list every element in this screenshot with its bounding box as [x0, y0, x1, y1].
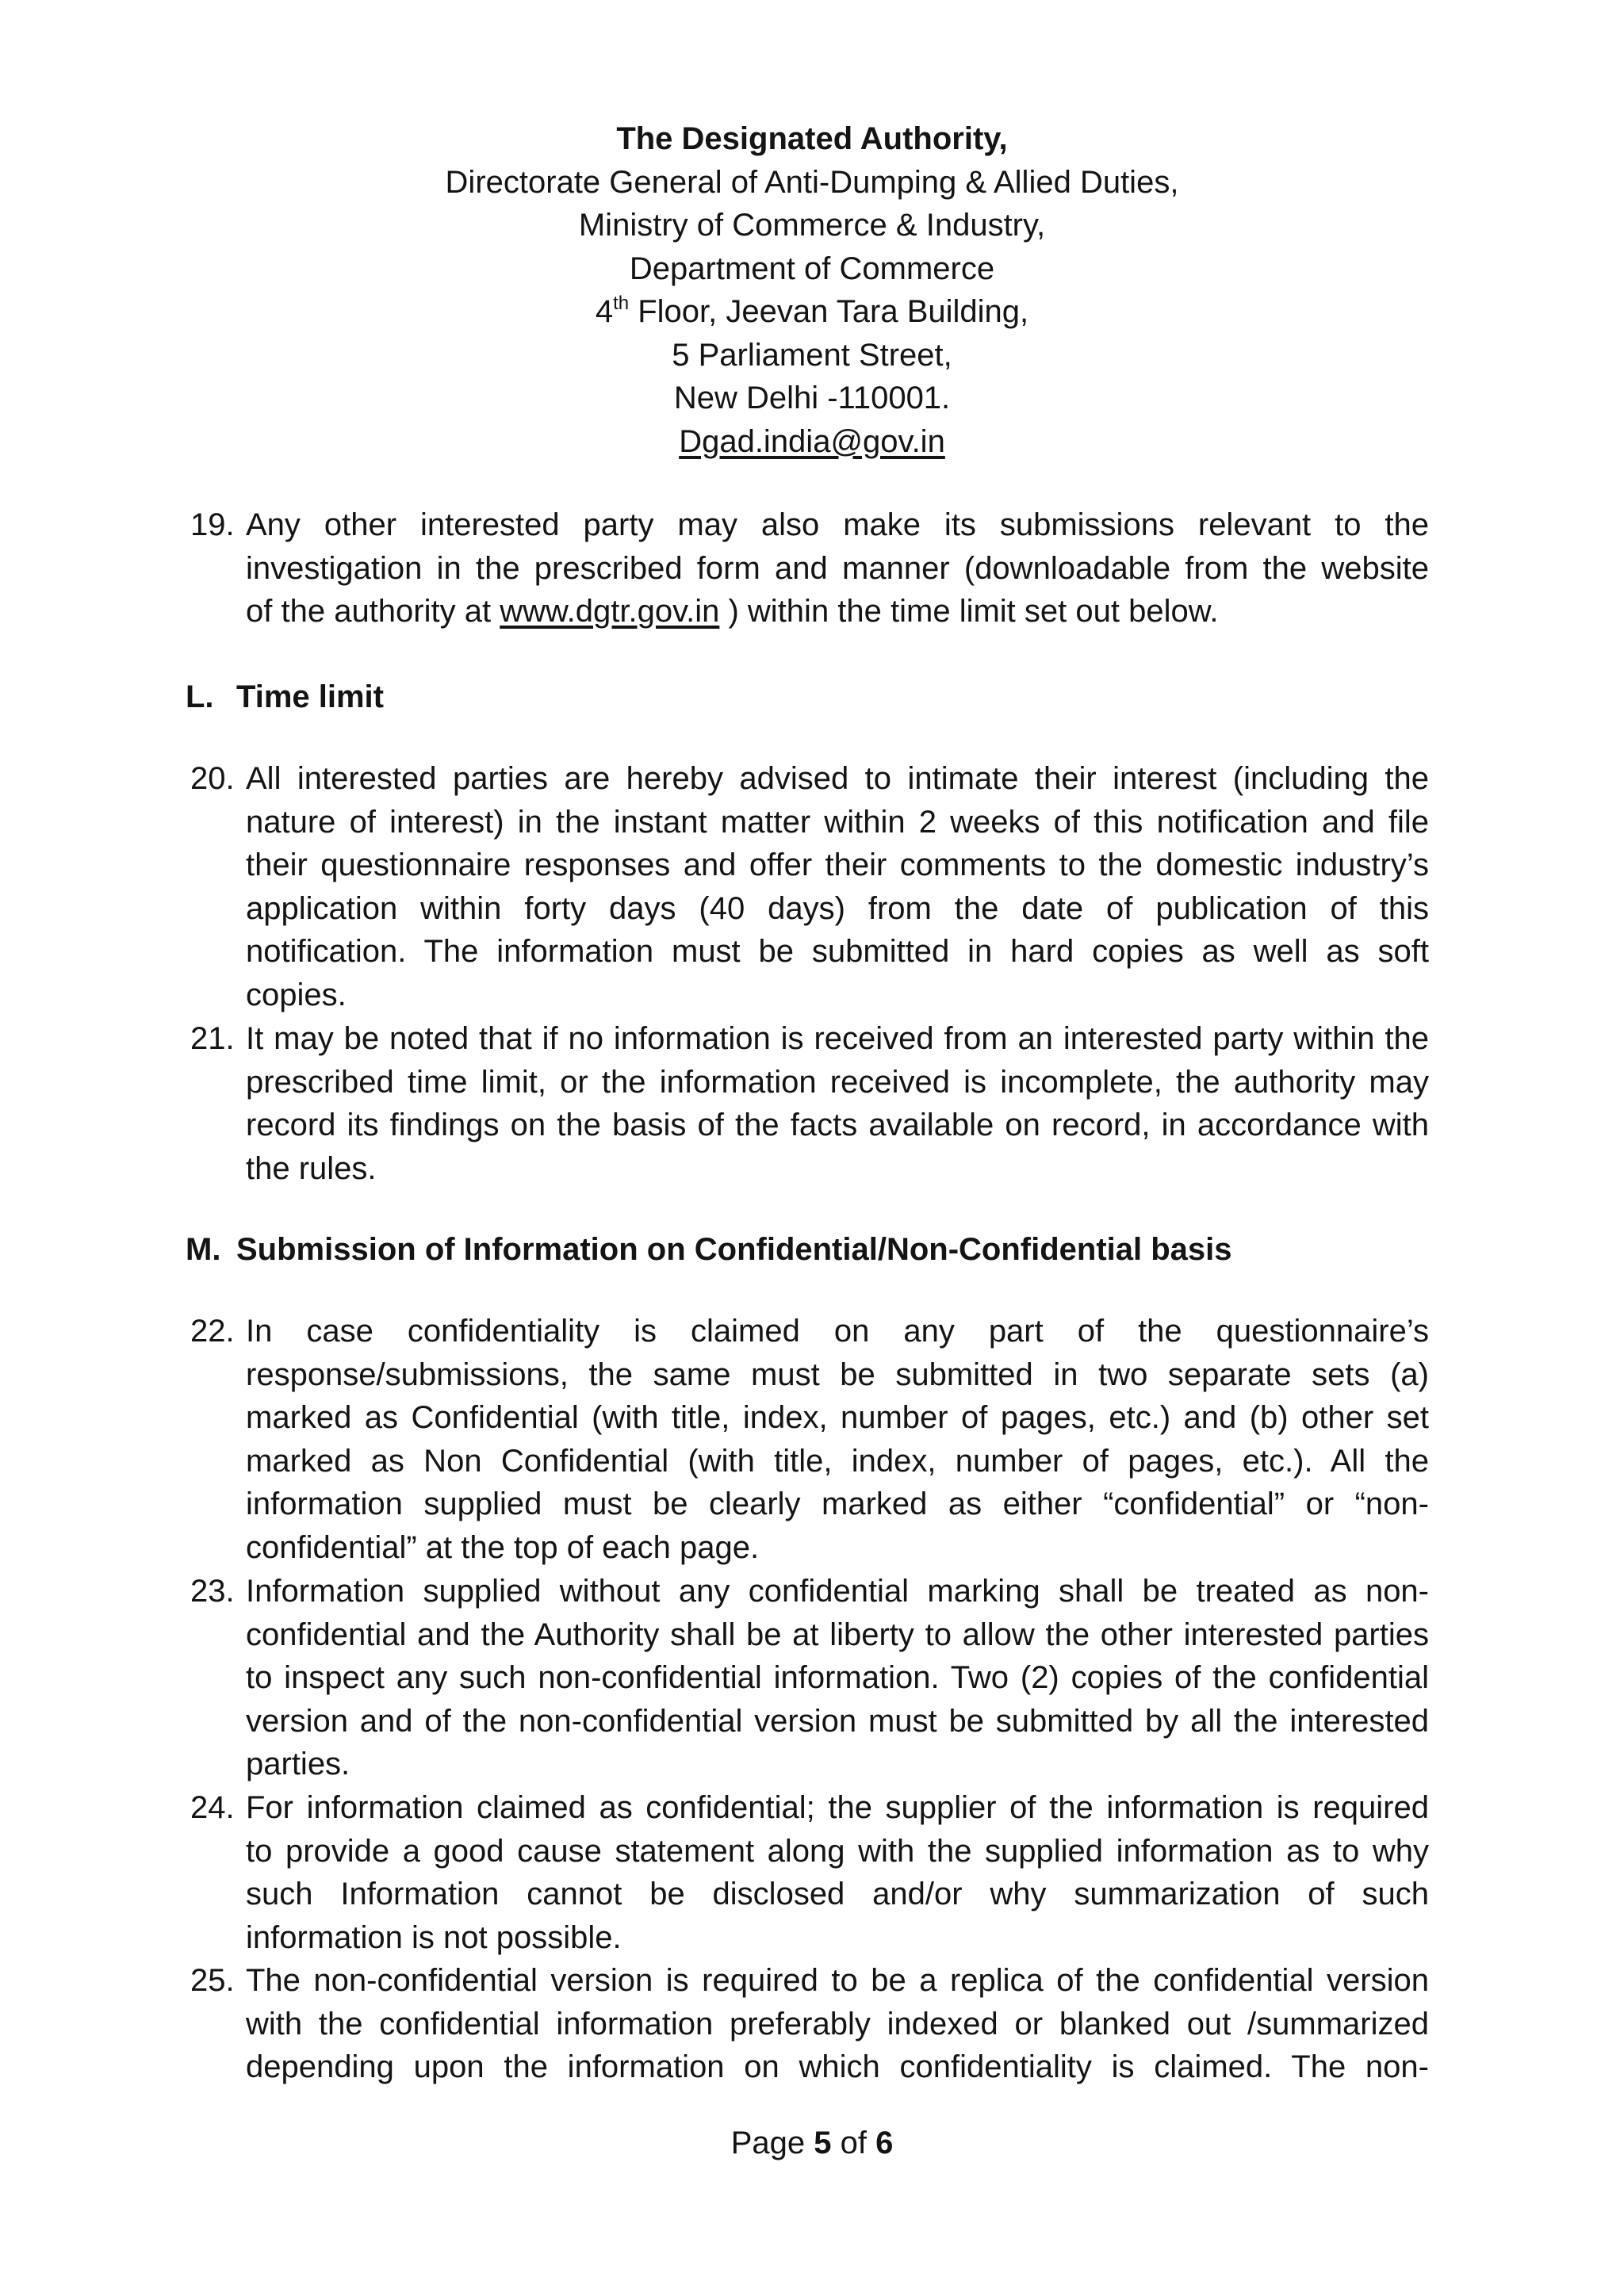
section-title: Time limit: [236, 679, 384, 714]
floor-superscript: th: [613, 292, 630, 314]
paragraph-number: 20.: [190, 761, 235, 796]
address-line-city: New Delhi -110001.: [673, 381, 951, 415]
paragraph-number: 19.: [190, 507, 235, 542]
address-line-directorate: Directorate General of Anti-Dumping & Allied Duties,: [445, 164, 1179, 200]
paragraph-line: notification. The information must be submitted in hard copies as well as soft: [246, 934, 1429, 970]
page-word: Page: [730, 2126, 814, 2160]
section-heading-time-limit: [186, 675, 384, 718]
paragraph-line: The non-confidential version is required to be a replica of the confidential version: [246, 1963, 1429, 1998]
section-heading-confidentiality: [186, 1228, 1232, 1271]
paragraph-line: to provide a good cause statement along with the supplied information as to why: [246, 1833, 1429, 1869]
paragraph-body: [246, 1570, 1429, 1786]
paragraph-line: investigation in the prescribed form and manner (downloadable from the website: [246, 550, 1429, 586]
paragraph-line: confidential” at the top of each page.: [246, 1529, 760, 1565]
paragraph-line: application within forty days (40 days) from the date of publication of this: [246, 890, 1429, 926]
paragraph-line: depending upon the information on which confidentiality is claimed. The non-: [246, 2049, 1429, 2085]
paragraph-body: [246, 1959, 1429, 2089]
paragraph-line: All interested parties are hereby advised to intimate their interest (including the: [246, 761, 1429, 796]
paragraph-body: [246, 1786, 1429, 1959]
paragraph-25: [190, 1959, 1429, 2089]
paragraph-line: For information claimed as confidential; the supplier of the information is required: [246, 1790, 1429, 1825]
paragraph-19: [190, 503, 1429, 633]
paragraph-line: information supplied must be clearly marked as either “confidential” or “non-: [246, 1487, 1429, 1522]
address-block: [0, 117, 1624, 463]
address-line-department: Department of Commerce: [629, 251, 995, 286]
paragraph-line: It may be noted that if no information is received from an interested party within the: [246, 1021, 1429, 1056]
paragraph-number: 21.: [190, 1021, 235, 1056]
paragraph-line: to inspect any such non-confidential information. Two (2) copies of the confidential: [246, 1660, 1429, 1696]
dgtr-website-link[interactable]: www.dgtr.gov.in: [500, 594, 720, 629]
paragraph-body: [246, 1310, 1429, 1570]
paragraph-line: copies.: [246, 977, 347, 1012]
page-total: 6: [875, 2126, 894, 2160]
paragraph-body: [246, 503, 1429, 633]
floor-rest: Floor, Jeevan Tara Building,: [629, 294, 1029, 329]
address-line-street: 5 Parliament Street,: [672, 337, 952, 373]
text-fragment: of the authority at: [246, 594, 500, 629]
paragraph-line: such Information cannot be disclosed and/or why summarization of such: [246, 1877, 1429, 1912]
paragraph-line: [246, 590, 1429, 633]
paragraph-line: information is not possible.: [246, 1919, 622, 1955]
paragraph-23: [190, 1570, 1429, 1786]
paragraph-line: nature of interest) in the instant matter within 2 weeks of this notification and file: [246, 804, 1429, 840]
paragraph-body: [246, 1017, 1429, 1190]
paragraph-line: their questionnaire responses and offer their comments to the domestic industry’s: [246, 848, 1429, 883]
of-word: of: [831, 2126, 876, 2160]
paragraph-line: response/submissions, the same must be submitted in two separate sets (a): [246, 1357, 1429, 1392]
paragraph-line: version and of the non-confidential version must be submitted by all the interested: [246, 1703, 1429, 1739]
paragraph-number: 23.: [190, 1574, 235, 1609]
paragraph-24: [190, 1786, 1429, 1959]
section-letter: L.: [186, 679, 214, 714]
address-line-floor: [0, 290, 1624, 334]
section-title: Submission of Information on Confidential/Non-Confidential basis: [236, 1232, 1232, 1267]
address-title: The Designated Authority,: [616, 121, 1008, 156]
paragraph-body: [246, 757, 1429, 1017]
paragraph-number: 25.: [190, 1963, 235, 1998]
floor-number: 4: [595, 294, 614, 329]
paragraph-line: with the confidential information preferably indexed or blanked out /summarized: [246, 2006, 1429, 2042]
paragraph-line: marked as Non Confidential (with title, index, number of pages, etc.). All the: [246, 1443, 1429, 1479]
paragraph-line: confidential and the Authority shall be at liberty to allow the other interested parties: [246, 1617, 1429, 1652]
paragraph-22: [190, 1310, 1429, 1570]
paragraph-21: [190, 1017, 1429, 1190]
page-footer: [0, 2122, 1624, 2164]
paragraph-line: prescribed time limit, or the information received is incomplete, the authority may: [246, 1064, 1429, 1100]
paragraph-20: [190, 757, 1429, 1017]
email-link[interactable]: Dgad.india@gov.in: [679, 423, 945, 459]
paragraph-line: Information supplied without any confidential marking shall be treated as non-: [246, 1574, 1429, 1609]
paragraph-line: record its findings on the basis of the facts available on record, in accordance with: [246, 1108, 1429, 1143]
paragraph-line: the rules.: [246, 1150, 377, 1186]
paragraph-line: marked as Confidential (with title, index, number of pages, etc.) and (b) other set: [246, 1400, 1429, 1436]
paragraph-number: 24.: [190, 1790, 235, 1825]
section-letter: M.: [186, 1232, 221, 1267]
address-line-ministry: Ministry of Commerce & Industry,: [578, 208, 1046, 243]
paragraph-number: 22.: [190, 1314, 235, 1349]
page-number: 5: [814, 2126, 832, 2160]
text-fragment: ) within the time limit set out below.: [719, 594, 1219, 629]
paragraph-line: parties.: [246, 1747, 350, 1782]
paragraph-line: In case confidentiality is claimed on any part of the questionnaire’s: [246, 1314, 1429, 1349]
paragraph-line: Any other interested party may also make its submissions relevant to the: [246, 507, 1429, 542]
